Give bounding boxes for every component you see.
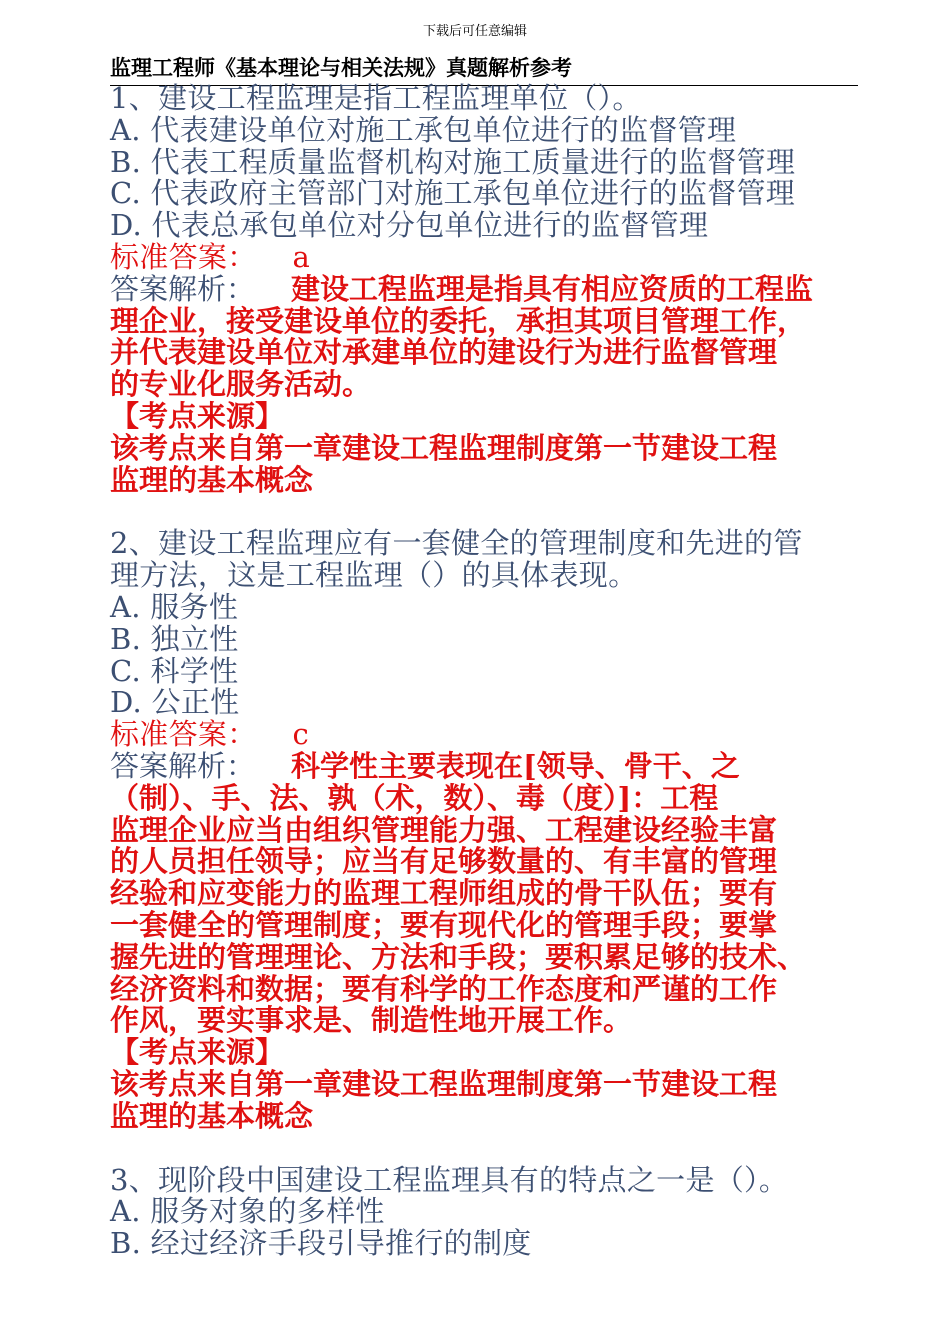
explanation-text: 一套健全的管理制度；要有现代化的管理手段；要掌 [110, 907, 778, 942]
question-3 [110, 1162, 870, 1261]
option-b: B. 代表工程质量监督机构对施工质量进行的监督管理 [110, 144, 796, 179]
answer-label: 标准答案： [110, 717, 257, 752]
option-a: A. 服务性 [110, 589, 239, 624]
explanation-text: 监理企业应当由组织管理能力强、工程建设经验丰富 [110, 812, 778, 847]
source-label: 【考点来源】 [110, 398, 285, 433]
explanation-text: 科学性主要表现在[领导、骨干、之 [291, 748, 740, 783]
question-2 [110, 528, 870, 1132]
explanation-text: 并代表建设单位对承建单位的建设行为进行监督管理 [110, 335, 778, 370]
explanation-line [110, 748, 870, 783]
source-text: 该考点来自第一章建设工程监理制度第一节建设工程 [110, 1066, 778, 1101]
source-label: 【考点来源】 [110, 1035, 285, 1070]
option-c: C. 代表政府主管部门对施工承包单位进行的监督管理 [110, 176, 796, 211]
explanation-text: 经验和应变能力的监理工程师组成的骨干队伍；要有 [110, 876, 778, 911]
explanation-text: 的专业化服务活动。 [110, 367, 372, 402]
source-text: 监理的基本概念 [110, 1098, 314, 1133]
question-stem: 1、建设工程监理是指工程监理单位（）。 [110, 81, 642, 115]
question-stem: 2、建设工程监理应有一套健全的管理制度和先进的管 [110, 526, 803, 561]
answer-label: 标准答案： [110, 239, 257, 274]
option-a: A. 服务对象的多样性 [110, 1194, 385, 1229]
option-d: D. 公正性 [110, 685, 240, 720]
explanation-text: 的人员担任领导；应当有足够数量的、有丰富的管理 [110, 844, 778, 879]
explanation-text: 理企业，接受建设单位的委托，承担其项目管理工作， [110, 303, 807, 338]
question-1 [110, 83, 870, 496]
explanation-text: 作风，要实事求是、制造性地开展工作。 [110, 1003, 633, 1038]
explanation-label: 答案解析： [110, 748, 256, 783]
explanation-text: 建设工程监理是指具有相应资质的工程监 [291, 271, 814, 306]
option-b: B. 独立性 [110, 621, 239, 656]
explanation-text: 经济资料和数据；要有科学的工作态度和严谨的工作 [110, 971, 778, 1006]
source-text: 该考点来自第一章建设工程监理制度第一节建设工程 [110, 430, 778, 465]
answer-value: a [292, 239, 311, 274]
option-d: D. 代表总承包单位对分包单位进行的监督管理 [110, 208, 709, 243]
question-stem: 3、现阶段中国建设工程监理具有的特点之一是（）。 [110, 1162, 789, 1197]
explanation-text: （制）、手、法、孰（术，数）、毒（度）]：工程 [110, 780, 719, 815]
answer-line [110, 239, 870, 274]
top-note: 下载后可任意编辑 [422, 24, 527, 39]
answer-value: c [292, 717, 310, 752]
explanation-label: 答案解析： [110, 271, 256, 306]
question-stem: 理方法，这是工程监理（）的具体表现。 [110, 558, 638, 593]
option-c: C. 科学性 [110, 653, 239, 688]
answer-line [110, 719, 870, 751]
document-body [110, 83, 870, 1260]
document-header: 监理工程师《基本理论与相关法规》真题解析参考 [110, 52, 858, 86]
option-a: A. 代表建设单位对施工承包单位进行的监督管理 [110, 112, 737, 147]
source-text: 监理的基本概念 [110, 462, 314, 497]
explanation-line [110, 271, 870, 306]
option-b: B. 经过经济手段引导推行的制度 [110, 1226, 532, 1261]
explanation-text: 握先进的管理理论、方法和手段；要积累足够的技术、 [110, 939, 807, 974]
